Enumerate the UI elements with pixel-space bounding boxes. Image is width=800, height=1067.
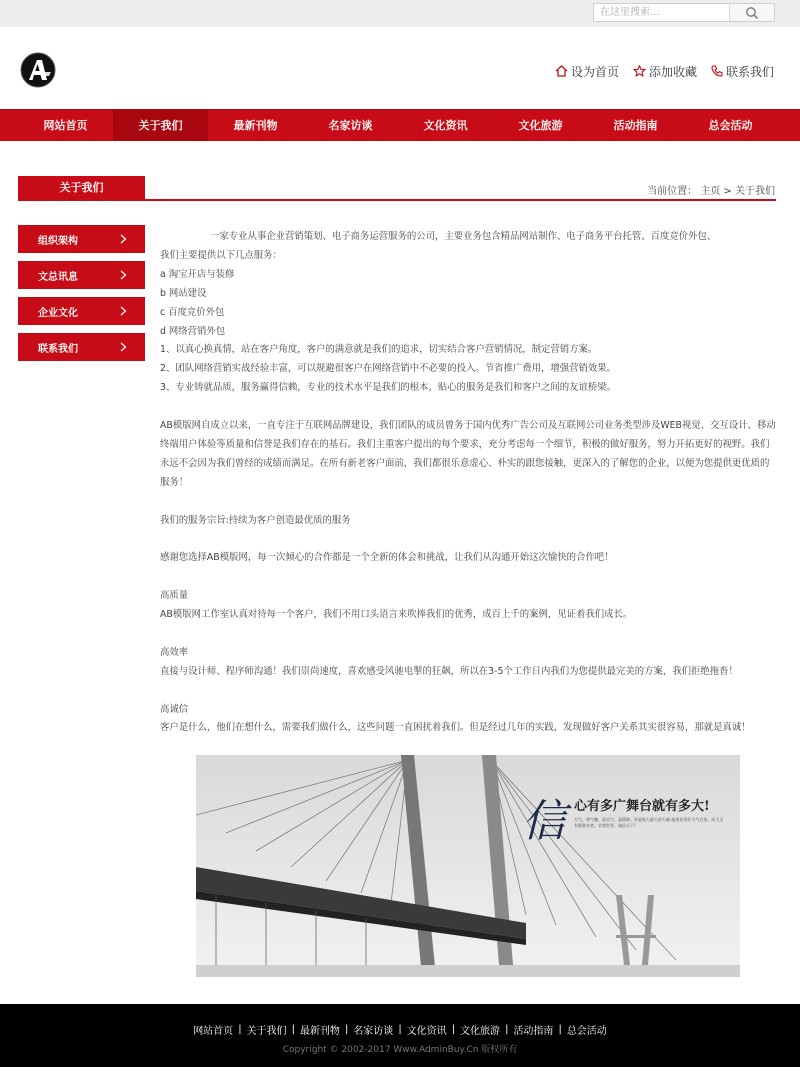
side-menu-label: 文总讯息 <box>38 271 78 283</box>
search-icon <box>745 6 759 20</box>
footer-separator: | <box>238 1024 242 1035</box>
side-menu-label: 组织架构 <box>38 235 78 247</box>
set-homepage-link[interactable] <box>555 63 619 80</box>
feature-text: 直接与设计师、程序师沟通！我们崇尚速度，喜欢感受风驰电掣的狂飙，所以在3-5个工作日内我们为您提供最完美的方案，我们拒绝拖沓！ <box>160 665 738 677</box>
copyright: Copyright © 2002-2017 Www.AdminBuy.Cn 版权所有 <box>282 1045 518 1055</box>
logo-icon <box>19 52 57 88</box>
home-icon <box>555 65 568 77</box>
footer-separator: | <box>505 1024 509 1035</box>
site-logo[interactable] <box>19 52 57 88</box>
side-menu-label: 联系我们 <box>38 343 78 355</box>
intro-text: 一家专业从事企业营销策划、电子商务运营服务的公司，主要业务包含精品网站制作、电子商务平台托管、百度竞价外包、 <box>210 231 717 242</box>
side-menu-item[interactable] <box>18 333 145 361</box>
section-divider <box>18 199 776 201</box>
side-menu <box>18 225 145 369</box>
point-item: 3、专业铸就品质，服务赢得信赖，专业的技术水平是我们的根本，贴心的服务是我们和客户之间的友谊桥梁。 <box>160 382 616 394</box>
footer-separator: | <box>451 1024 456 1035</box>
feature-title: 高效率 <box>160 646 189 658</box>
header-links <box>555 62 774 80</box>
search-button[interactable] <box>730 4 774 21</box>
point-item: 1、以真心换真情，站在客户角度，客户的满意就是我们的追求，切实结合客户营销情况，制定营销方案。 <box>160 344 598 356</box>
chevron-right-icon <box>120 342 127 352</box>
service-item: b 网站建设 <box>160 287 207 299</box>
main-content <box>160 228 776 738</box>
nav-item[interactable]: 总会活动 <box>708 119 753 132</box>
contact-us-label: 联系我们 <box>725 64 774 79</box>
point-item: 2、团队网络营销实战经验丰富，可以规避很客户在网络营销中不必要的投入。节省推广费用，增强营销效果。 <box>160 363 616 375</box>
nav-item[interactable]: 文化资讯 <box>423 119 468 132</box>
footer-separator: | <box>398 1024 402 1035</box>
footer-link[interactable]: 文化资讯 <box>406 1026 447 1037</box>
phone-icon <box>711 65 723 77</box>
thanks-text: 感谢您选择AB模版网，每一次倾心的合作都是一个全新的体会和挑战，让我们从沟通开始这次愉快的合作吧！ <box>160 552 614 564</box>
footer <box>0 1004 800 1067</box>
banner-small-text: 大气、勇气魄、是实力、是精神。更是致力最大的力量 旅途更美好大气合金。成大全有服务业者。求者世界、诚信天下! <box>574 817 724 828</box>
service-item: a 淘宝开店与装修 <box>160 268 235 280</box>
search-input[interactable] <box>594 4 730 21</box>
footer-link[interactable]: 关于我们 <box>246 1026 287 1037</box>
footer-link[interactable]: 网站首页 <box>193 1026 234 1037</box>
footer-separator: | <box>344 1024 349 1035</box>
service-item: d 网络营销外包 <box>160 325 226 337</box>
nav-item[interactable]: 名家访谈 <box>328 119 373 132</box>
banner-headline: 心有多广舞台就有多大! <box>574 799 710 814</box>
nav-item[interactable]: 活动指南 <box>613 119 658 132</box>
side-menu-item[interactable] <box>18 297 145 325</box>
footer-link[interactable]: 活动指南 <box>513 1026 554 1037</box>
nav-item[interactable]: 文化旅游 <box>518 119 563 132</box>
feature-title: 高质量 <box>160 590 189 602</box>
footer-links <box>0 1022 800 1037</box>
search-box <box>593 3 775 22</box>
service-item: c 百度竞价外包 <box>160 306 225 318</box>
side-menu-item[interactable] <box>18 261 145 289</box>
footer-link[interactable]: 总会活动 <box>566 1026 607 1037</box>
side-menu-item[interactable] <box>18 225 145 253</box>
nav-item[interactable]: 网站首页 <box>43 119 88 132</box>
footer-separator: | <box>291 1024 295 1035</box>
about-text: AB模版网自成立以来，一直专注于互联网品牌建设，我们团队的成员曾务于国内优秀广告公司及互联网公司业务类型涉及WEB视觉、交互设计、移动终端用户体验等质量和信誉是我们存在的基石。我们主重客户提出的每个要求，充分考虑每一个细节，积极的做好服务，努力开拓更好的视野。我们永远不会因为我们曾经的成绩而满足。在所有新老客户面前，我们都很乐意虚心、朴实的跟您接触，更深入的了解您的企业，以便为您提供更优质的服务！ <box>160 420 776 488</box>
feature-text: AB模版网工作室认真对待每一个客户，我们不用口头语言来吹捧我们的优秀，成百上千的案例，见证着我们成长。 <box>160 609 633 621</box>
side-menu-label: 企业文化 <box>38 307 78 319</box>
purpose-text: 我们的服务宗旨:持续为客户创造最优质的服务 <box>160 514 351 526</box>
chevron-right-icon <box>120 306 127 316</box>
feature-text: 客户是什么，他们在想什么，需要我们做什么，这些问题一直困扰着我们。但是经过几年的实践，发现做好客户关系其实很容易，那就是真诚！ <box>160 722 751 734</box>
feature-title: 高诚信 <box>160 703 189 715</box>
main-nav <box>0 109 800 141</box>
top-bar <box>0 0 800 27</box>
bridge-banner <box>196 755 740 977</box>
nav-item[interactable]: 关于我们 <box>113 110 208 141</box>
chevron-right-icon <box>120 270 127 280</box>
footer-separator: | <box>558 1024 562 1035</box>
footer-link[interactable]: 最新刊物 <box>299 1026 340 1037</box>
contact-us-link[interactable] <box>711 63 774 80</box>
section-title: 关于我们 <box>18 176 145 200</box>
services-title: 我们主要提供以下几点服务： <box>160 249 282 261</box>
nav-item[interactable]: 最新刊物 <box>233 119 278 132</box>
chevron-right-icon <box>120 234 127 244</box>
footer-link[interactable]: 名家访谈 <box>353 1026 394 1037</box>
banner-character: 信 <box>522 796 566 847</box>
star-icon <box>633 65 646 77</box>
breadcrumb[interactable]: 当前位置： 主页 > 关于我们 <box>647 186 775 197</box>
bridge-illustration <box>196 755 740 977</box>
set-homepage-label: 设为首页 <box>570 64 619 79</box>
add-favorite-label: 添加收藏 <box>648 64 697 79</box>
footer-link[interactable]: 文化旅游 <box>460 1026 501 1037</box>
add-favorite-link[interactable] <box>633 63 697 80</box>
